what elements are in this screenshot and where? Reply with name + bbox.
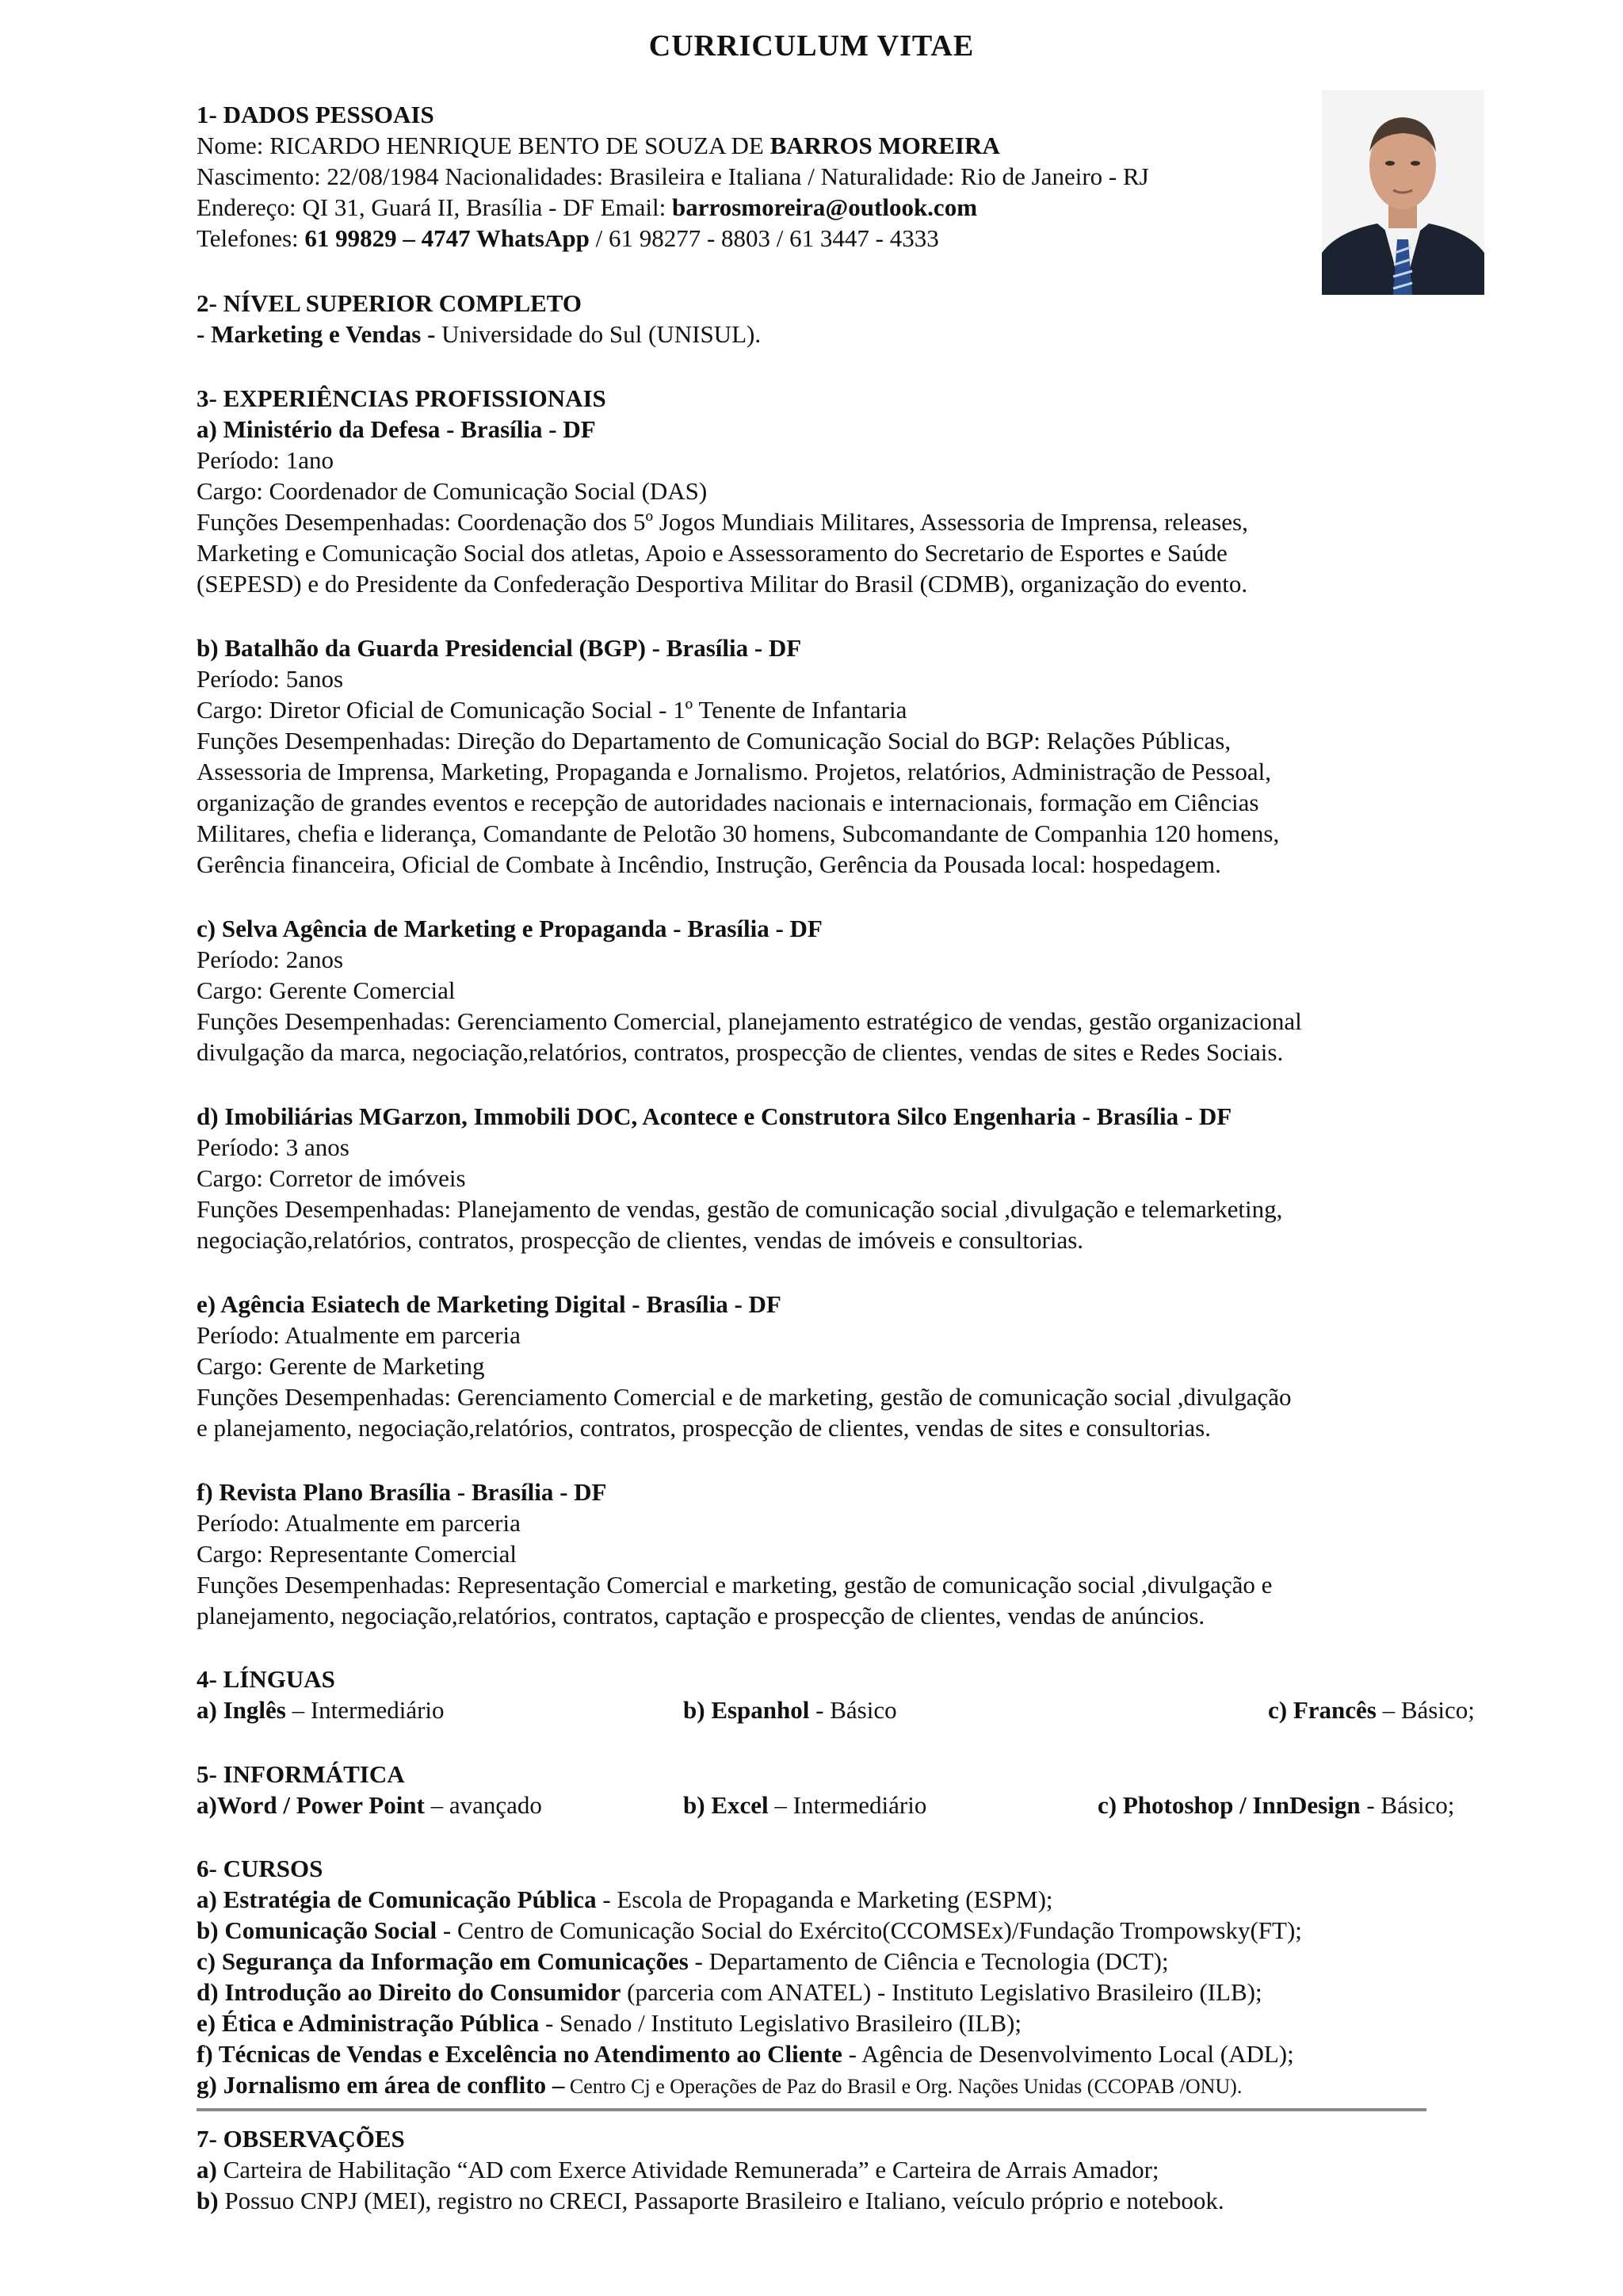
experience-c-line: Período: 2anos — [197, 946, 344, 973]
course-institution: - Senado / Instituto Legislativo Brasileiro (ILB); — [539, 2009, 1022, 2037]
name-line — [197, 131, 1000, 161]
observation-text: Possuo CNPJ (MEI), registro no CRECI, Passaporte Brasileiro e Italiano, veículo próprio e notebook. — [218, 2187, 1224, 2214]
experience-f-title: f) Revista Plano Brasília - Brasília - DF — [197, 1478, 607, 1506]
section-divider — [197, 2108, 1426, 2111]
observation-item — [197, 2186, 1224, 2216]
education-school: Universidade do Sul (UNISUL). — [435, 320, 762, 348]
experience-b-line: Cargo: Diretor Oficial de Comunicação Social - 1º Tenente de Infantaria — [197, 696, 907, 724]
language-level: - Básico — [809, 1696, 897, 1724]
phones-line — [197, 223, 939, 254]
experience-f-line: Funções Desempenhadas: Representação Comercial e marketing, gestão de comunicação social ,divulgação e — [197, 1571, 1273, 1599]
computing-item — [683, 1790, 926, 1820]
experience-d-line: Período: 3 anos — [197, 1133, 349, 1161]
birth-line: Nascimento: 22/08/1984 Nacionalidades: Brasileira e Italiana / Naturalidade: Rio de Janeiro - RJ — [197, 162, 1149, 190]
experience-f-line: planejamento, negociação,relatórios, contratos, captação e prospecção de clientes, vendas de anúncios. — [197, 1602, 1205, 1629]
experience-e-line: e planejamento, negociação,relatórios, contratos, prospecção de clientes, vendas de sites e consultorias. — [197, 1414, 1211, 1442]
experience-b-line: organização de grandes eventos e recepção de autoridades nacionais e internacionais, formação em Ciências — [197, 789, 1259, 816]
section-observations-heading: 7- OBSERVAÇÕES — [197, 2125, 405, 2153]
course-institution: - Agência de Desenvolvimento Local (ADL); — [842, 2040, 1294, 2068]
course-name: b) Comunicação Social — [197, 1916, 437, 1944]
experience-d-line: Cargo: Corretor de imóveis — [197, 1164, 466, 1192]
experience-f-line: Período: Atualmente em parceria — [197, 1509, 521, 1537]
course-institution: Centro Cj e Operações de Paz do Brasil e Org. Nações Unidas (CCOPAB /ONU). — [564, 2075, 1243, 2098]
experience-a-title: a) Ministério da Defesa - Brasília - DF — [197, 415, 596, 443]
course-item — [197, 1885, 1053, 1915]
address-line — [197, 193, 977, 223]
language-item — [1268, 1695, 1475, 1725]
address-text: Endereço: QI 31, Guará II, Brasília - DF Email: — [197, 193, 673, 221]
section-education-heading: 2- NÍVEL SUPERIOR COMPLETO — [197, 289, 582, 317]
language-item — [197, 1695, 445, 1725]
course-institution: - Departamento de Ciência e Tecnologia (DCT); — [688, 1947, 1169, 1975]
name-surname: BARROS MOREIRA — [769, 132, 1000, 159]
computing-item — [1098, 1790, 1454, 1820]
language-level: – Básico; — [1376, 1696, 1475, 1724]
course-name: c) Segurança da Informação em Comunicações — [197, 1947, 689, 1975]
observation-marker: b) — [197, 2187, 219, 2214]
experience-a-line: (SEPESD) e do Presidente da Confederação Desportiva Militar do Brasil (CDMB), organização do evento. — [197, 570, 1248, 598]
section-experience-heading: 3- EXPERIÊNCIAS PROFISSIONAIS — [197, 384, 606, 412]
education-course: - Marketing e Vendas - — [197, 320, 436, 348]
course-name: a) Estratégia de Comunicação Pública — [197, 1885, 597, 1913]
section-personal-heading: 1- DADOS PESSOAIS — [197, 101, 434, 128]
experience-e-line: Cargo: Gerente de Marketing — [197, 1352, 485, 1380]
phone-whatsapp: 61 99829 – 4747 WhatsApp — [304, 224, 590, 252]
experience-a-line: Marketing e Comunicação Social dos atletas, Apoio e Assessoramento do Secretario de Esportes e Saúde — [197, 539, 1228, 567]
experience-d-title: d) Imobiliárias MGarzon, Immobili DOC, Acontece e Construtora Silco Engenharia - Brasília - DF — [197, 1102, 1232, 1130]
phones-label: Telefones: — [197, 224, 305, 252]
experience-f-line: Cargo: Representante Comercial — [197, 1540, 517, 1568]
course-item — [197, 1916, 1302, 1946]
course-item — [197, 2008, 1022, 2038]
course-name: d) Introdução ao Direito do Consumidor — [197, 1978, 621, 2006]
course-name: f) Técnicas de Vendas e Excelência no Atendimento ao Cliente — [197, 2040, 842, 2068]
language-name: a) Inglês — [197, 1696, 286, 1724]
section-languages-heading: 4- LÍNGUAS — [197, 1665, 335, 1693]
education-line — [197, 319, 761, 350]
observation-text: Carteira de Habilitação “AD com Exerce Atividade Remunerada” e Carteira de Arrais Amador; — [216, 2156, 1159, 2183]
section-courses-heading: 6- CURSOS — [197, 1855, 323, 1882]
course-item — [197, 2039, 1294, 2069]
observation-marker: a) — [197, 2156, 217, 2183]
course-institution: - Escola de Propaganda e Marketing (ESPM); — [596, 1885, 1053, 1913]
language-level: – Intermediário — [285, 1696, 445, 1724]
software-level: – avançado — [424, 1791, 542, 1819]
profile-photo — [1322, 90, 1484, 295]
course-item — [197, 2070, 1242, 2102]
course-institution: - Centro de Comunicação Social do Exército(CCOMSEx)/Fundação Trompowsky(FT); — [437, 1916, 1302, 1944]
software-name: c) Photoshop / InnDesign — [1098, 1791, 1361, 1819]
language-item — [683, 1695, 897, 1725]
experience-c-title: c) Selva Agência de Marketing e Propaganda - Brasília - DF — [197, 915, 823, 942]
email-text: barrosmoreira@outlook.com — [672, 193, 978, 221]
course-name: g) Jornalismo em área de conflito – — [197, 2071, 565, 2099]
course-item — [197, 1946, 1169, 1977]
software-level: - Básico; — [1360, 1791, 1455, 1819]
experience-a-line: Cargo: Coordenador de Comunicação Social (DAS) — [197, 477, 708, 505]
course-name: e) Ética e Administração Pública — [197, 2009, 540, 2037]
experience-b-line: Militares, chefia e liderança, Comandante de Pelotão 30 homens, Subcomandante de Companhia 120 homens, — [197, 819, 1280, 847]
experience-c-line: Funções Desempenhadas: Gerenciamento Comercial, planejamento estratégico de vendas, gestão organizacional — [197, 1007, 1302, 1035]
experience-d-line: Funções Desempenhadas: Planejamento de vendas, gestão de comunicação social ,divulgação e telemarketing, — [197, 1195, 1283, 1223]
experience-b-title: b) Batalhão da Guarda Presidencial (BGP) - Brasília - DF — [197, 634, 802, 662]
software-name: b) Excel — [683, 1791, 769, 1819]
experience-d-line: negociação,relatórios, contratos, prospecção de clientes, vendas de imóveis e consultorias. — [197, 1226, 1084, 1254]
phones-rest: / 61 98277 - 8803 / 61 3447 - 4333 — [589, 224, 939, 252]
course-item — [197, 1977, 1262, 2008]
observation-item — [197, 2155, 1159, 2185]
computing-item — [197, 1790, 542, 1820]
experience-e-line: Funções Desempenhadas: Gerenciamento Comercial e de marketing, gestão de comunicação social ,divulgação — [197, 1383, 1292, 1411]
section-computing-heading: 5- INFORMÁTICA — [197, 1760, 405, 1788]
experience-b-line: Período: 5anos — [197, 665, 344, 693]
experience-e-line: Período: Atualmente em parceria — [197, 1321, 521, 1349]
experience-b-line: Funções Desempenhadas: Direção do Departamento de Comunicação Social do BGP: Relações Públicas, — [197, 727, 1232, 755]
experience-c-line: divulgação da marca, negociação,relatórios, contratos, prospecção de clientes, vendas de sites e Redes Sociais. — [197, 1038, 1284, 1066]
name-label: Nome: RICARDO HENRIQUE BENTO DE SOUZA DE — [197, 132, 770, 159]
experience-c-line: Cargo: Gerente Comercial — [197, 976, 456, 1004]
experience-a-line: Período: 1ano — [197, 446, 334, 474]
document-title: CURRICULUM VITAE — [648, 29, 975, 63]
experience-e-title: e) Agência Esiatech de Marketing Digital - Brasília - DF — [197, 1290, 781, 1318]
experience-a-line: Funções Desempenhadas: Coordenação dos 5º Jogos Mundiais Militares, Assessoria de Imprensa, releases, — [197, 508, 1248, 536]
software-name: a)Word / Power Point — [197, 1791, 425, 1819]
experience-b-line: Assessoria de Imprensa, Marketing, Propaganda e Jornalismo. Projetos, relatórios, Administração de Pessoal, — [197, 758, 1271, 785]
software-level: – Intermediário — [768, 1791, 927, 1819]
course-institution: (parceria com ANATEL) - Instituto Legislativo Brasileiro (ILB); — [621, 1978, 1262, 2006]
experience-b-line: Gerência financeira, Oficial de Combate à Incêndio, Instrução, Gerência da Pousada local: hospedagem. — [197, 850, 1221, 878]
language-name: b) Espanhol — [683, 1696, 810, 1724]
language-name: c) Francês — [1268, 1696, 1377, 1724]
